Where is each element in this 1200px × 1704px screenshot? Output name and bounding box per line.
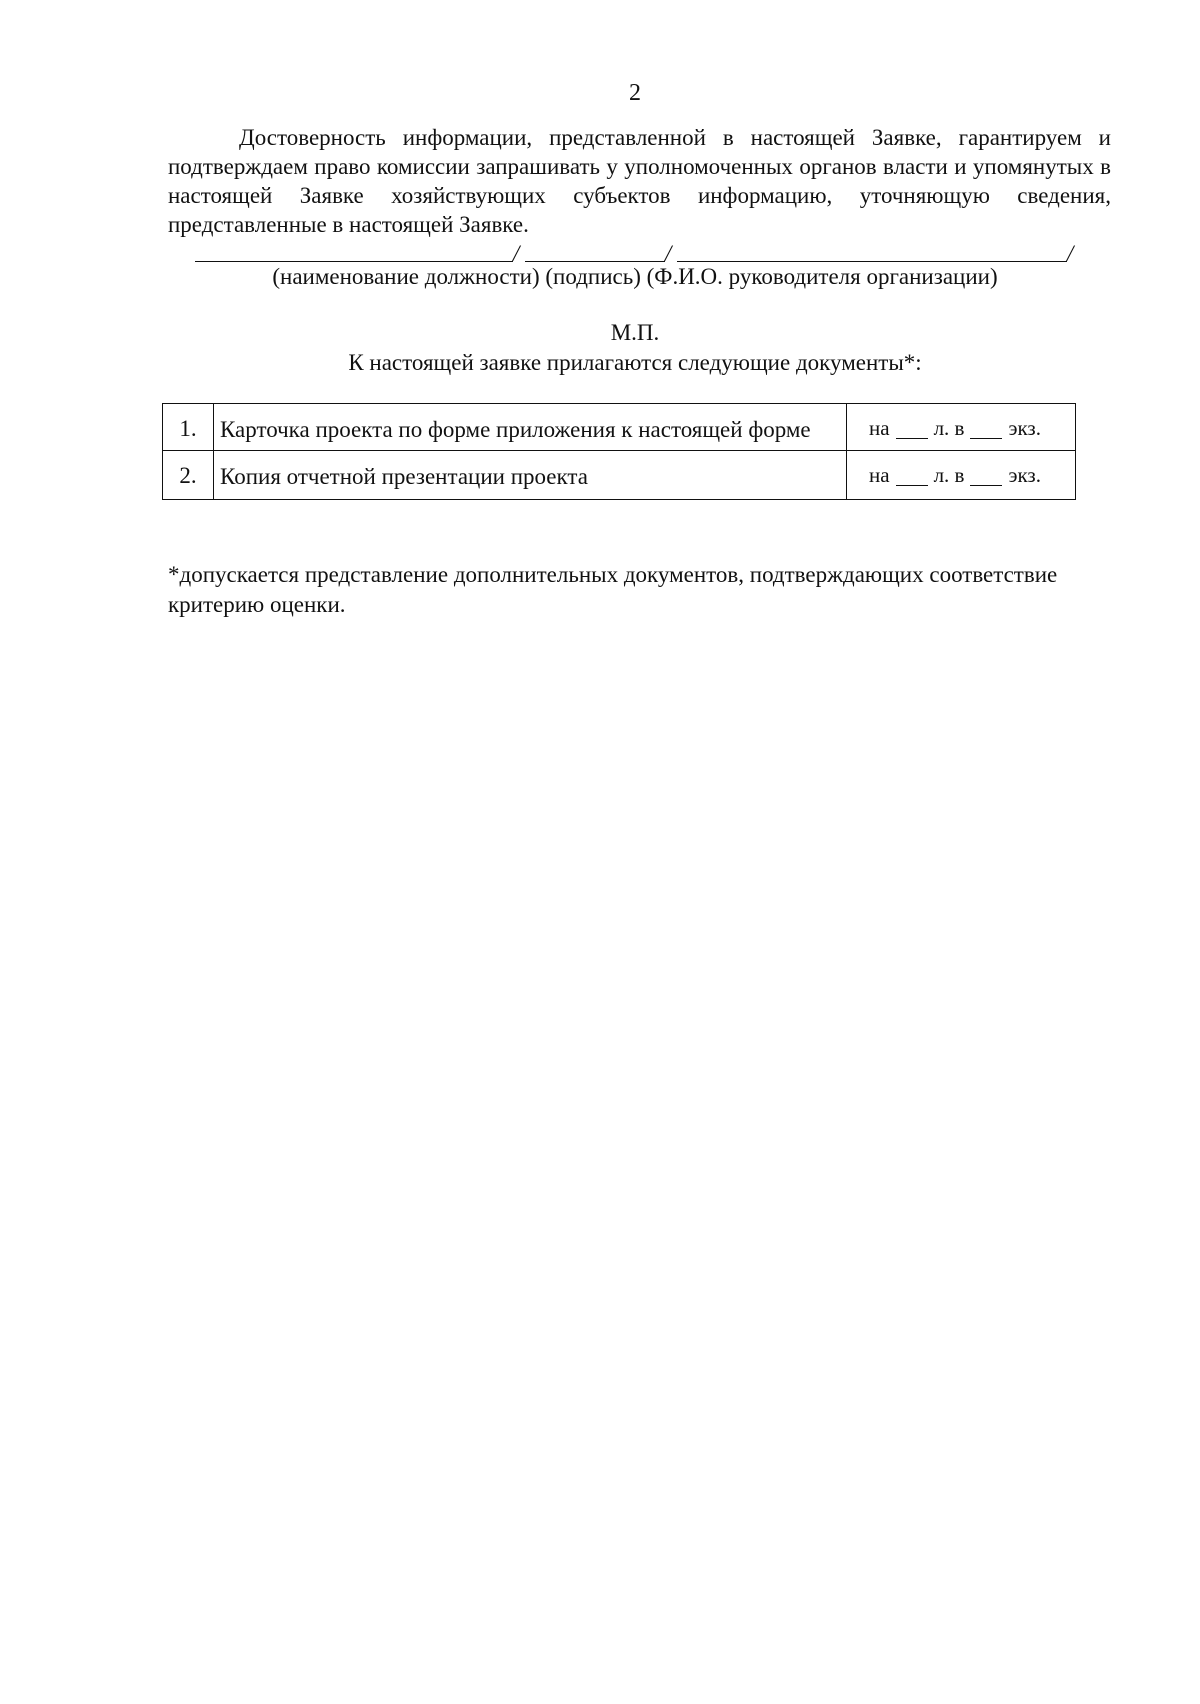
table-row	[163, 404, 1076, 451]
guarantee-paragraph	[168, 123, 1111, 239]
stamp-label: М.П.	[610, 320, 660, 345]
separator-slash: /	[513, 241, 520, 266]
position-blank	[195, 260, 513, 262]
qty-sheets-label: л. в	[933, 416, 965, 440]
qty-copies-label: экз.	[1008, 416, 1041, 440]
row-number: 1.	[163, 404, 214, 451]
separator-slash: /	[665, 241, 672, 266]
documents-table	[162, 403, 1076, 500]
copies-blank	[970, 420, 1002, 439]
full-name-blank	[677, 260, 1067, 262]
signature-line	[195, 230, 1080, 266]
sheets-blank	[896, 467, 928, 486]
row-number: 2.	[163, 451, 214, 500]
separator-slash: /	[1067, 241, 1074, 266]
qty-copies-label: экз.	[1008, 463, 1041, 487]
sheets-blank	[896, 420, 928, 439]
copies-blank	[970, 467, 1002, 486]
guarantee-text: Достоверность информации, представленной в настоящей Заявке, гарантируем и подтверждаем право комиссии запрашивать у уполномоченных органов власти и упомянутых в настоящей Заявке хозяйствующих субъектов информацию, уточняющую сведения, представленные в настоящей Заявке.	[168, 125, 1111, 237]
qty-sheets-label: л. в	[933, 463, 965, 487]
quantity-cell	[847, 404, 1076, 451]
footnote: *допускается представление дополнительных документов, подтверждающих соответствие критерию оценки.	[168, 562, 1058, 617]
page-number: 2	[629, 80, 641, 106]
document-name: Карточка проекта по форме приложения к настоящей форме	[214, 404, 847, 451]
signature-blank	[525, 260, 665, 262]
signature-caption: (наименование должности) (подпись) (Ф.И.О. руководителя организации)	[272, 264, 998, 289]
attachments-title: К настоящей заявке прилагаются следующие документы*:	[348, 350, 922, 375]
quantity-cell	[847, 451, 1076, 500]
qty-on-label: на	[869, 463, 890, 487]
qty-on-label: на	[869, 416, 890, 440]
document-name: Копия отчетной презентации проекта	[214, 451, 847, 500]
table-row	[163, 451, 1076, 500]
